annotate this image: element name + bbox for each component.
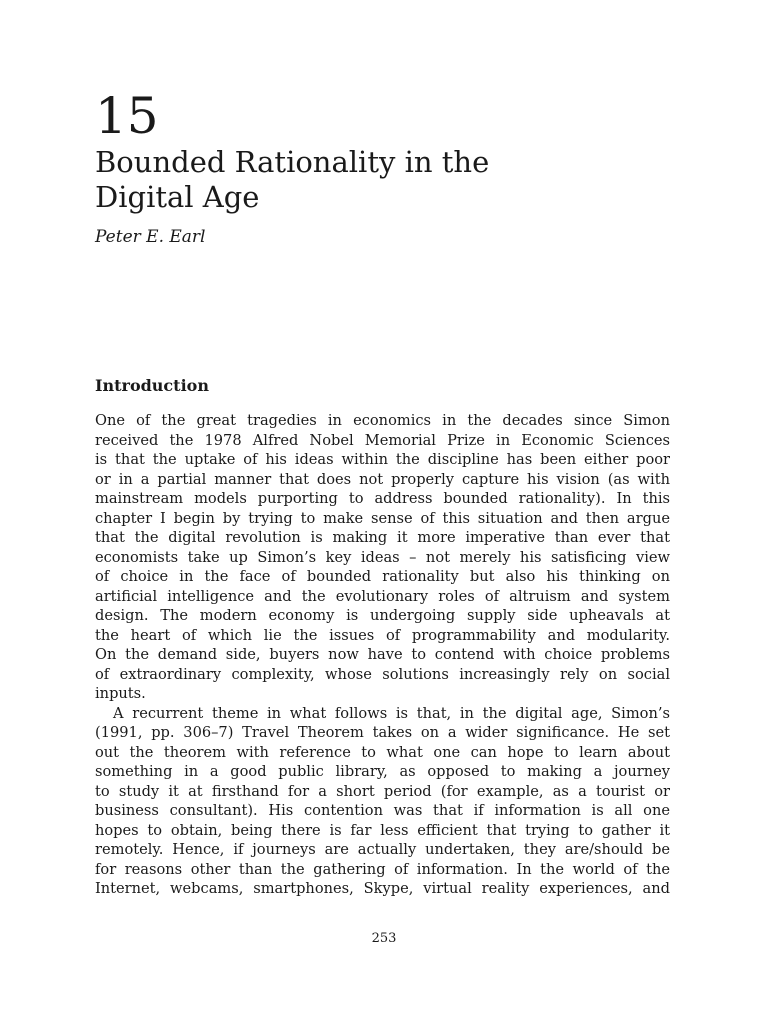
text-line: (1991, pp. 306–7) Travel Theorem takes on a wider significance. He set — [95, 724, 670, 741]
text-line: to study it at firsthand for a short period (for example, as a tourist or — [95, 782, 670, 800]
text-line: One of the great tragedies in economics in the decades since Simon — [95, 412, 670, 429]
text-line: that the digital revolution is making it more imperative than ever that — [95, 529, 670, 546]
paragraph-1 — [95, 411, 670, 704]
chapter-number: 15 — [95, 87, 159, 145]
text-line: out the theorem with reference to what one can hope to learn about — [95, 743, 670, 761]
text-line: inputs. — [95, 685, 146, 702]
chapter-title-line: Bounded Rationality in the — [95, 145, 490, 179]
paragraph-2 — [95, 704, 670, 899]
text-line: or in a partial manner that does not properly capture his vision (as with — [95, 470, 670, 488]
text-line: design. The modern economy is undergoing supply side upheavals at — [95, 607, 670, 624]
chapter-title-line: Digital Age — [95, 180, 260, 214]
page-number: 253 — [371, 931, 397, 946]
text-line: is that the uptake of his ideas within the discipline has been either poor — [95, 451, 670, 468]
text-line: On the demand side, buyers now have to contend with choice problems — [95, 646, 670, 663]
text-line: the heart of which lie the issues of programmability and modularity. — [95, 626, 670, 644]
text-line: something in a good public library, as opposed to making a journey — [95, 763, 670, 780]
body-text — [95, 411, 670, 899]
text-line: artificial intelligence and the evolutionary roles of altruism and system — [95, 587, 670, 605]
chapter-title — [95, 145, 695, 215]
text-line: A recurrent theme in what follows is that, in the digital age, Simon’s — [113, 704, 670, 722]
text-line: chapter I begin by trying to make sense of this situation and then argue — [95, 509, 670, 527]
chapter-author: Peter E. Earl — [95, 227, 206, 247]
text-line: of extraordinary complexity, whose solutions increasingly rely on social — [95, 665, 670, 683]
text-line: Internet, webcams, smartphones, Skype, virtual reality experiences, and — [95, 880, 670, 897]
text-line: hopes to obtain, being there is far less efficient that trying to gather it — [95, 821, 670, 839]
text-line: of choice in the face of bounded rationality but also his thinking on — [95, 568, 670, 585]
text-line: received the 1978 Alfred Nobel Memorial Prize in Economic Sciences — [95, 431, 670, 449]
section-heading-introduction: Introduction — [95, 376, 209, 395]
text-line: business consultant). His contention was that if information is all one — [95, 802, 670, 819]
text-line: for reasons other than the gathering of information. In the world of the — [95, 860, 670, 878]
text-line: economists take up Simon’s key ideas – not merely his satisficing view — [95, 548, 670, 566]
text-line: mainstream models purporting to address bounded rationality). In this — [95, 490, 670, 507]
text-line: remotely. Hence, if journeys are actually undertaken, they are/should be — [95, 841, 670, 858]
